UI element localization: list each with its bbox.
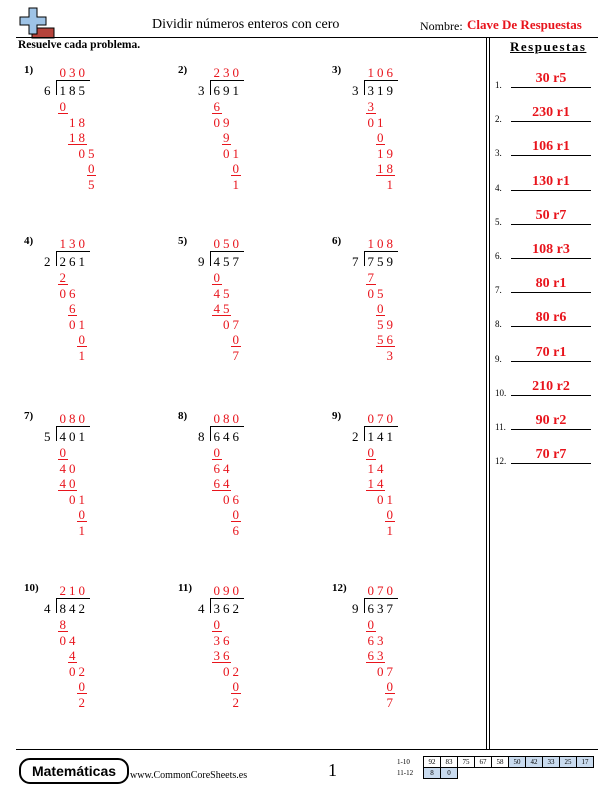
problem-number: 12)	[332, 582, 347, 594]
division-problem	[178, 582, 328, 732]
remainder-step: 1	[78, 522, 85, 538]
remainder-step: 0 5	[367, 285, 384, 301]
remainder-step: 4 0	[59, 460, 76, 476]
answer-line	[511, 155, 591, 156]
problem-number: 4)	[24, 235, 34, 247]
score-cell: 25	[560, 757, 577, 768]
score-cell: 75	[458, 757, 475, 768]
subtraction-step: 3 6	[213, 648, 230, 663]
dividend: 8 4 2	[59, 601, 85, 616]
division-problem	[178, 410, 328, 560]
answer-line	[511, 326, 591, 327]
divisor: 3	[352, 83, 359, 98]
problem-number: 8)	[178, 410, 188, 422]
division-problem	[24, 64, 174, 214]
subtraction-step: 0	[213, 445, 220, 460]
remainder-step: 1	[386, 176, 393, 192]
answer-row	[495, 140, 595, 158]
division-problem	[24, 235, 174, 385]
remainder-step: 6 4	[213, 460, 230, 476]
divisor: 6	[44, 83, 51, 98]
score-cell: 42	[526, 757, 543, 768]
answer-number: 8.	[495, 319, 502, 330]
subtraction-step: 0	[213, 270, 220, 285]
subtraction-step: 0	[78, 332, 85, 347]
remainder-step: 2	[232, 694, 239, 710]
subtraction-step: 5 6	[377, 332, 393, 347]
subtraction-step: 0	[213, 617, 220, 632]
answer-value: 210 r2	[532, 378, 570, 394]
answer-line	[511, 121, 591, 122]
subtraction-step: 4	[69, 648, 76, 663]
answer-line	[511, 361, 591, 362]
problem-number: 5)	[178, 235, 188, 247]
subtraction-step: 9	[223, 130, 230, 145]
answer-row	[495, 72, 595, 90]
quotient: 0 8 0	[213, 411, 239, 426]
quotient: 1 0 6	[367, 65, 393, 80]
division-problem	[24, 582, 174, 732]
remainder-step: 0 7	[377, 663, 393, 679]
quotient: 0 8 0	[59, 411, 85, 426]
remainder-step: 0 1	[377, 491, 393, 507]
remainder-step: 0 1	[69, 491, 85, 507]
problem-number: 7)	[24, 410, 34, 422]
remainder-step: 1 8	[69, 114, 85, 130]
header-divider	[16, 37, 598, 38]
instructions: Resuelve cada problema.	[18, 39, 141, 51]
score-cell: 8	[424, 768, 441, 779]
problem-number: 11)	[178, 582, 193, 594]
remainder-step: 0 2	[69, 663, 85, 679]
answer-row	[495, 414, 595, 432]
divisor: 8	[198, 429, 205, 444]
subtraction-step: 0	[232, 161, 239, 176]
remainder-step: 0 6	[223, 491, 239, 507]
dividend: 6 9 1	[213, 83, 239, 98]
quotient: 2 3 0	[213, 65, 239, 80]
answer-value: 70 r1	[535, 344, 567, 360]
answer-row	[495, 209, 595, 227]
quotient: 0 9 0	[213, 583, 239, 598]
divisor: 2	[44, 254, 51, 269]
answer-row	[495, 448, 595, 466]
answer-number: 11.	[495, 422, 506, 432]
name-value: Clave De Respuestas	[467, 17, 582, 32]
remainder-step: 0 1	[69, 316, 85, 332]
answer-value: 106 r1	[532, 139, 570, 155]
dividend: 4 0 1	[59, 429, 85, 444]
divisor: 7	[352, 254, 359, 269]
subtraction-step: 3	[367, 99, 374, 114]
answer-number: 12.	[495, 456, 507, 467]
answer-line	[511, 429, 591, 430]
subtraction-step: 6 3	[367, 648, 384, 663]
answers-divider-inner	[489, 37, 490, 749]
subtraction-step: 7	[367, 270, 374, 285]
score-table	[397, 756, 594, 779]
answer-value: 50 r7	[535, 207, 567, 223]
remainder-step: 7	[386, 694, 393, 710]
subtraction-step: 0	[78, 507, 85, 522]
subtraction-step: 0	[377, 301, 384, 316]
remainder-step: 3	[386, 347, 393, 363]
answer-value: 130 r1	[532, 173, 570, 189]
subtraction-step: 0	[367, 445, 374, 460]
score-row	[397, 757, 594, 768]
remainder-step: 3 6	[213, 632, 230, 648]
score-range-label: 11-12	[397, 769, 414, 777]
remainder-step: 0 9	[213, 114, 230, 130]
subtraction-step: 1 8	[377, 161, 393, 176]
answers-divider	[486, 37, 487, 749]
subtraction-step: 6 4	[213, 476, 230, 491]
score-row	[397, 768, 594, 779]
subtraction-step: 0	[78, 679, 85, 694]
divisor: 2	[352, 429, 359, 444]
answer-row	[495, 106, 595, 124]
remainder-step: 0 6	[59, 285, 76, 301]
answer-line	[511, 463, 591, 464]
quotient: 2 1 0	[59, 583, 85, 598]
subtraction-step: 0	[232, 507, 239, 522]
divisor: 9	[198, 254, 205, 269]
score-cell: 92	[424, 757, 441, 768]
name-label: Nombre:	[420, 19, 463, 33]
answer-line	[511, 292, 591, 293]
footer-divider	[16, 749, 598, 750]
answer-row	[495, 175, 595, 193]
remainder-step: 1	[386, 522, 393, 538]
remainder-step: 1 9	[377, 145, 393, 161]
quotient: 0 7 0	[367, 583, 393, 598]
quotient: 1 0 8	[367, 236, 393, 251]
answer-row	[495, 346, 595, 364]
division-problem	[178, 235, 328, 385]
remainder-step: 0 4	[59, 632, 76, 648]
answer-line	[511, 224, 591, 225]
remainder-step: 0 7	[223, 316, 239, 332]
answer-row	[495, 277, 595, 295]
divisor: 5	[44, 429, 51, 444]
subtraction-step: 4 5	[213, 301, 230, 316]
divisor: 4	[44, 601, 51, 616]
score-cell: 50	[509, 757, 526, 768]
answer-row	[495, 243, 595, 261]
subtraction-step: 0	[377, 130, 384, 145]
answer-number: 6.	[495, 251, 502, 261]
answer-value: 80 r6	[535, 310, 567, 326]
subtraction-step: 4 0	[59, 476, 76, 491]
problem-number: 10)	[24, 582, 39, 594]
answer-number: 4.	[495, 182, 502, 193]
subtraction-step: 8	[59, 617, 66, 632]
answer-row	[495, 311, 595, 329]
subtraction-step: 1 8	[69, 130, 85, 145]
remainder-step: 5	[88, 176, 95, 192]
remainder-step: 0 5	[78, 145, 95, 161]
score-cell: 83	[441, 757, 458, 768]
subtraction-step: 0	[59, 445, 66, 460]
remainder-step: 0 1	[367, 114, 384, 130]
quotient: 0 5 0	[213, 236, 239, 251]
page-number: 1	[328, 760, 337, 780]
remainder-step: 0 2	[223, 663, 239, 679]
dividend: 6 4 6	[213, 429, 239, 444]
answer-value: 80 r1	[535, 276, 567, 292]
dividend: 6 3 7	[367, 601, 393, 616]
quotient: 0 7 0	[367, 411, 393, 426]
answer-value: 108 r3	[532, 242, 570, 257]
answer-number: 1.	[495, 80, 502, 90]
subtraction-step: 6	[213, 99, 220, 114]
division-problem	[332, 235, 482, 385]
division-problem	[332, 64, 482, 214]
plus-logo-icon	[16, 6, 56, 40]
subtraction-step: 0	[232, 679, 239, 694]
answer-line	[511, 395, 591, 396]
division-problem	[332, 410, 482, 560]
problem-number: 3)	[332, 64, 342, 76]
answer-line	[511, 87, 591, 88]
subtraction-step: 0	[386, 679, 393, 694]
subtraction-step: 1 4	[367, 476, 384, 491]
remainder-step: 5 9	[377, 316, 393, 332]
answer-value: 70 r7	[535, 447, 567, 463]
subtraction-step: 0	[367, 617, 374, 632]
subtraction-step: 0	[232, 332, 239, 347]
quotient: 1 3 0	[59, 236, 85, 251]
divisor: 4	[198, 601, 205, 616]
subtraction-step: 6	[69, 301, 76, 316]
score-cell: 0	[441, 768, 458, 779]
score-cell: 67	[475, 757, 492, 768]
dividend: 3 6 2	[213, 601, 239, 616]
subtraction-step: 2	[59, 270, 66, 285]
remainder-step: 4 5	[213, 285, 230, 301]
answer-number: 10.	[495, 387, 507, 398]
division-problem	[24, 410, 174, 560]
remainder-step: 6	[232, 522, 239, 538]
remainder-step: 2	[78, 694, 85, 710]
brand-badge: Matemáticas	[19, 758, 129, 784]
answer-row	[495, 380, 595, 398]
remainder-step: 1	[232, 176, 239, 192]
remainder-step: 1	[78, 347, 85, 363]
divisor: 3	[198, 83, 205, 98]
remainder-step: 0 1	[223, 145, 239, 161]
score-cell: 33	[543, 757, 560, 768]
dividend: 2 6 1	[59, 254, 85, 269]
dividend: 3 1 9	[367, 83, 393, 98]
quotient: 0 3 0	[59, 65, 85, 80]
worksheet-title: Dividir números enteros con cero	[152, 17, 340, 32]
answer-number: 7.	[495, 285, 502, 296]
problem-number: 9)	[332, 410, 342, 422]
divisor: 9	[352, 601, 359, 616]
division-problem	[332, 582, 482, 732]
answer-line	[511, 190, 591, 191]
score-range-label: 1-10	[397, 758, 410, 766]
remainder-step: 1 4	[367, 460, 384, 476]
problem-number: 1)	[24, 64, 34, 76]
dividend: 4 5 7	[213, 254, 239, 269]
score-cell: 58	[492, 757, 509, 768]
division-problem	[178, 64, 328, 214]
remainder-step: 6 3	[367, 632, 384, 648]
answer-line	[511, 258, 591, 259]
remainder-step: 7	[232, 347, 239, 363]
answer-number: 3.	[495, 148, 502, 159]
answer-value: 30 r5	[535, 71, 567, 86]
subtraction-step: 0	[386, 507, 393, 522]
answer-number: 9.	[495, 353, 502, 364]
problem-number: 6)	[332, 235, 342, 247]
score-cell: 17	[577, 757, 594, 768]
answers-title: Respuestas	[510, 39, 587, 54]
answer-value: 90 r2	[535, 413, 567, 428]
problem-number: 2)	[178, 64, 188, 76]
answer-number: 2.	[495, 114, 502, 125]
dividend: 1 4 1	[367, 429, 393, 444]
subtraction-step: 0	[59, 99, 66, 114]
subtraction-step: 0	[88, 161, 95, 176]
answer-number: 5.	[495, 216, 502, 227]
answer-value: 230 r1	[532, 105, 570, 121]
site-url: www.CommonCoreSheets.es	[130, 770, 248, 781]
dividend: 1 8 5	[59, 83, 85, 98]
dividend: 7 5 9	[367, 254, 393, 269]
